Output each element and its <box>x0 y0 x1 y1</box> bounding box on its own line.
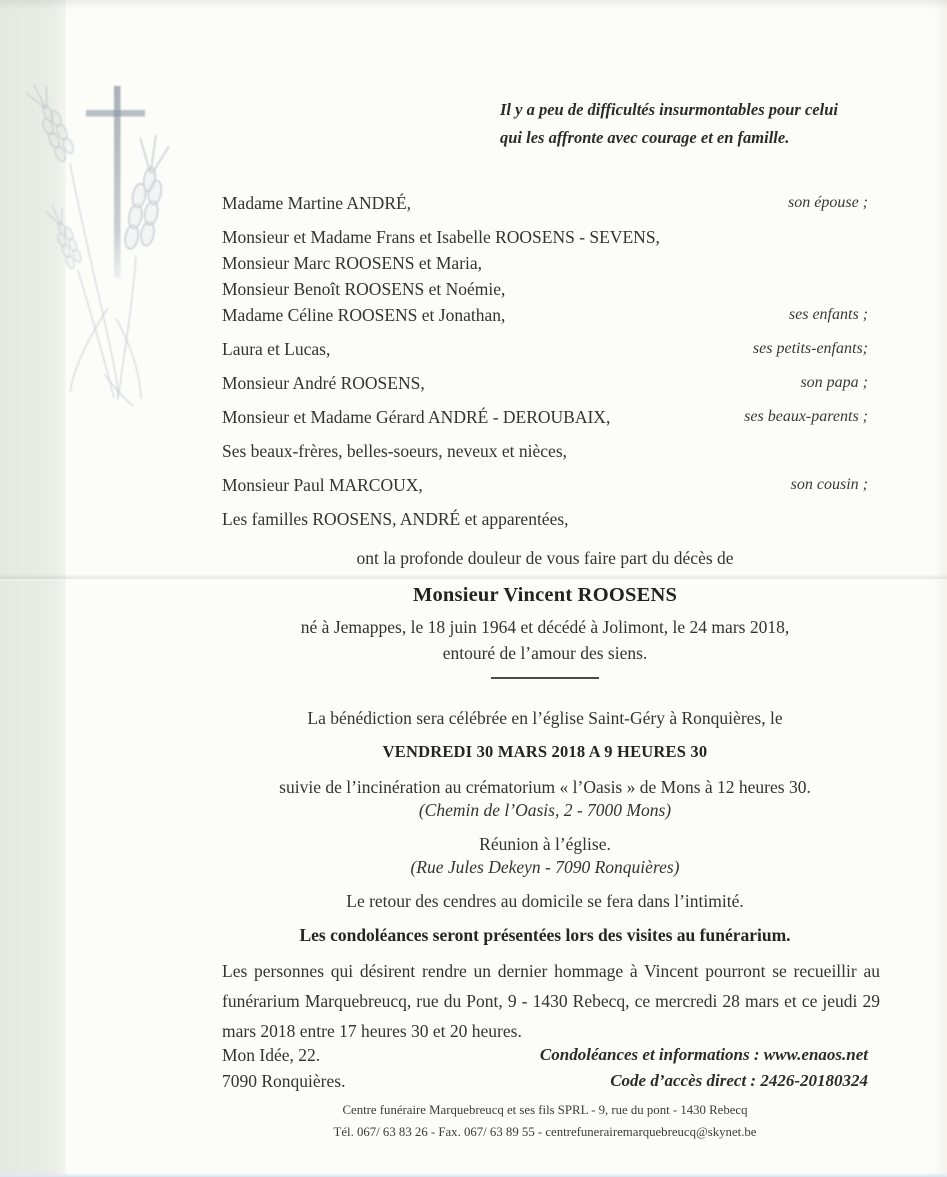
ashes-line: Le retour des cendres au domicile se fera dans l’intimité. <box>346 891 744 911</box>
online-info-line-1: Condoléances et informations : www.enaos.net <box>539 1045 868 1064</box>
family-name-line: Monsieur Benoît ROOSENS et Noémie, <box>222 279 506 299</box>
relation-label: ses enfants ; <box>788 306 868 323</box>
family-name-line: Ses beaux-frères, belles-soeurs, neveux et nièces, <box>222 441 568 461</box>
family-name-line: Monsieur Paul MARCOUX, <box>222 475 423 495</box>
relation-label: ses petits-enfants; <box>752 340 868 357</box>
family-group-extended <box>222 506 868 532</box>
footer-line-2: Tél. 067/ 63 83 26 - Fax. 067/ 63 89 55 - centrefunerairemarquebreucq@skynet.be <box>333 1125 757 1139</box>
fold-crease <box>0 574 947 581</box>
relation-label: son épouse ; <box>788 194 868 211</box>
family-name-line: Les familles ROOSENS, ANDRÉ et apparentées, <box>222 509 569 529</box>
family-name-line: Monsieur et Madame Frans et Isabelle ROOSENS - SEVENS, <box>222 227 660 247</box>
visitation-paragraph: Les personnes qui désirent rendre un dernier hommage à Vincent pourront se recueillir au funérarium Marquebreucq, rue du Pont, 9 - 1430 Rebecq, ce mercredi 28 mars et ce jeudi 29 mars 2018 entre 17 heures 30 et 20 heures. <box>222 961 880 1041</box>
epigraph-quote <box>500 96 885 151</box>
birth-death-line: né à Jemappes, le 18 juin 1964 et décédé à Jolimont, le 24 mars 2018, <box>300 617 790 637</box>
funeral-home-footer <box>162 1099 928 1143</box>
online-info-line-2: Code d’accès direct : 2426-20180324 <box>610 1071 868 1090</box>
scan-right-shadow <box>933 0 947 1177</box>
meeting-address: (Rue Jules Dekeyn - 7090 Ronquières) <box>410 857 680 877</box>
family-group-cousin <box>222 472 868 498</box>
wheat-icon <box>24 80 171 406</box>
cremation-line: suivie de l’incinération au crématorium « l’Oasis » de Mons à 12 heures 30. <box>279 777 811 797</box>
online-info <box>222 1042 868 1094</box>
family-list <box>222 190 868 540</box>
family-group-grandchildren <box>222 336 868 362</box>
meeting-line: Réunion à l’église. <box>479 834 611 854</box>
family-group-father <box>222 370 868 396</box>
sender-address-line-2: 7090 Ronquières. <box>222 1071 346 1091</box>
cross-wheat-artwork <box>8 56 208 406</box>
scan-bottom-edge <box>0 1173 947 1177</box>
family-group-siblings <box>222 438 868 464</box>
cross-icon <box>86 86 145 278</box>
relation-label: son cousin ; <box>790 476 868 493</box>
family-name-line: Laura et Lucas, <box>222 339 331 359</box>
cremation-address: (Chemin de l’Oasis, 2 - 7000 Mons) <box>418 800 672 820</box>
sender-address-line-1: Mon Idée, 22. <box>222 1045 321 1065</box>
epigraph-line-1: Il y a peu de difficultés insurmontables pour celui <box>500 100 838 119</box>
footer-line-1: Centre funéraire Marquebreucq et ses fils SPRL - 9, rue du pont - 1430 Rebecq <box>342 1103 748 1117</box>
surrounded-line: entouré de l’amour des siens. <box>442 643 648 663</box>
family-name-line: Madame Martine ANDRÉ, <box>222 193 412 213</box>
family-name-line: Monsieur André ROOSENS, <box>222 373 425 393</box>
family-name-line: Monsieur Marc ROOSENS et Maria, <box>222 253 483 273</box>
family-group-spouse <box>222 190 868 216</box>
announcement-intro: ont la profonde douleur de vous faire part du décès de <box>356 548 734 568</box>
family-name-line: Monsieur et Madame Gérard ANDRÉ - DEROUBAIX, <box>222 407 611 427</box>
family-name-line: Madame Céline ROOSENS et Jonathan, <box>222 305 506 325</box>
epigraph-line-2: qui les affronte avec courage et en famille. <box>500 127 790 147</box>
family-group-inlaws <box>222 404 868 430</box>
relation-label: son papa ; <box>800 374 868 391</box>
benediction-line: La bénédiction sera célébrée en l’église Saint-Géry à Ronquières, le <box>307 708 783 728</box>
section-divider <box>491 677 599 679</box>
condolences-line: Les condoléances seront présentées lors des visites au funérarium. <box>299 925 791 945</box>
family-group-children <box>222 224 868 328</box>
deceased-name: Monsieur Vincent ROOSENS <box>412 584 678 606</box>
ceremony-date: VENDREDI 30 MARS 2018 A 9 HEURES 30 <box>382 742 708 761</box>
relation-label: ses beaux-parents ; <box>744 408 868 425</box>
scan-top-shadow <box>0 0 947 10</box>
